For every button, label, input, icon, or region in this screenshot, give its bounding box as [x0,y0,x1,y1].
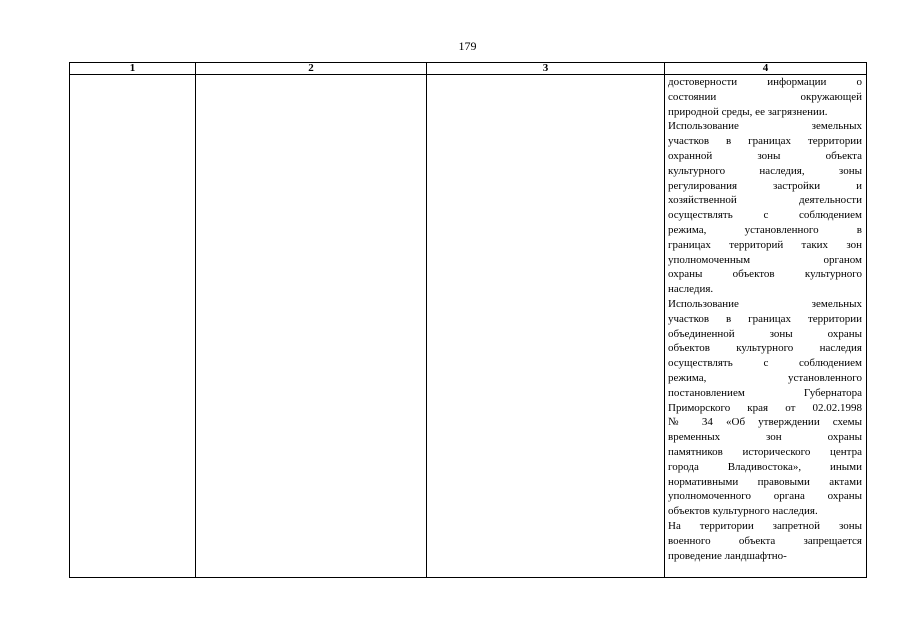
text-line: природной среды, ее загрязнении. [668,105,828,118]
table-row [70,75,867,578]
text-line: Использование земельных [668,297,862,310]
text-line: участков в границах территории [668,135,862,148]
text-line: культурного наследия, зоны [668,164,862,177]
text-line: хозяйственной деятельности [668,194,862,207]
text-line: объектов культурного наследия [668,342,862,355]
cell-column-2 [196,75,427,578]
text-line: регулирования застройки и [668,179,862,192]
text-line: режима, установленного в [668,223,862,236]
text-line: состоянии окружающей [668,90,862,103]
text-line: режима, установленного [668,371,862,384]
text-line: охранной зоны объекта [668,149,862,162]
cell-column-4 [665,75,867,578]
page-number: 179 [458,39,477,53]
text-line: временных зон охраны [668,431,862,444]
text-line: военного объекта запрещается [668,534,862,547]
text-line: охраны объектов культурного [668,268,862,281]
text-line: проведение ландшафтно- [668,549,787,562]
text-line: объединенной зоны охраны [668,327,862,340]
column-header-2: 2 [196,63,427,75]
text-line: города Владивостока», иными [668,460,862,473]
text-line: Приморского края от 02.02.1998 [668,401,862,414]
document-table [69,62,867,578]
text-line: уполномоченного органа охраны [668,490,862,503]
text-line: наследия. [668,283,714,296]
text-line: участков в границах территории [668,312,862,325]
cell-column-3 [427,75,665,578]
column-header-4: 4 [665,63,867,75]
text-line: границах территорий таких зон [668,238,862,251]
text-line: памятников исторического центра [668,445,862,458]
cell-column-1 [70,75,196,578]
column-4-text [665,75,866,563]
text-line: № 34 «Об утверждении схемы [668,416,862,429]
text-line: нормативными правовыми актами [668,475,862,488]
text-line: постановлением Губернатора [668,386,862,399]
table-header-row [70,63,867,75]
column-header-3: 3 [427,63,665,75]
column-header-1: 1 [70,63,196,75]
text-line: объектов культурного наследия. [668,505,818,518]
text-line: достоверности информации о [668,76,862,88]
text-line: осуществлять с соблюдением [668,357,862,370]
text-line: Использование земельных [668,120,862,133]
text-line: осуществлять с соблюдением [668,209,862,222]
text-line: уполномоченным органом [668,253,862,266]
text-line: На территории запретной зоны [668,519,862,532]
